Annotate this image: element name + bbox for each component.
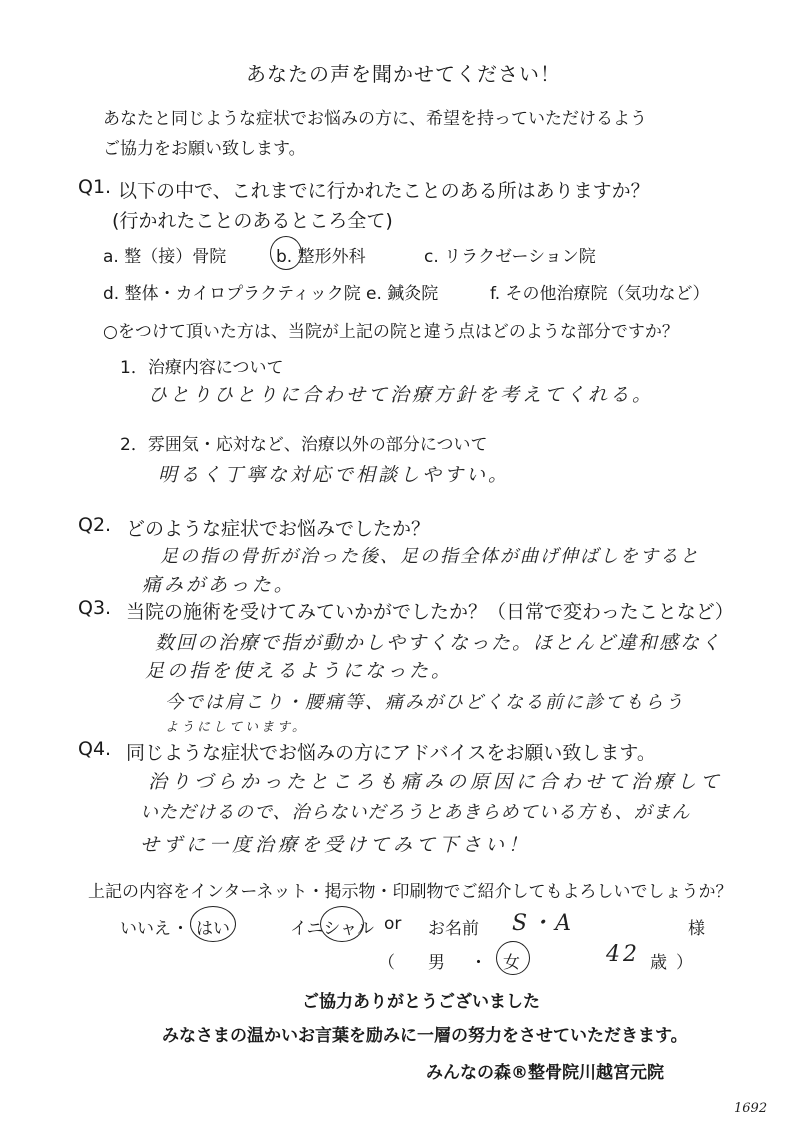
consent-yes-circle: [190, 906, 236, 942]
q4-label: Q4.: [78, 738, 112, 760]
q4-question: 同じような症状でお悩みの方にアドバイスをお願い致します。: [126, 742, 656, 764]
consent-question: 上記の内容をインターネット・掲示物・印刷物でご紹介してもよろしいでしょうか？: [88, 882, 733, 902]
q1-sub2-label: 2．雰囲気・応対など、治療以外の部分について: [120, 435, 488, 455]
q4-answer-line-3: せずに一度治療を受けてみて下さい！: [140, 834, 532, 856]
consent-paren-open: （: [378, 953, 395, 973]
consent-honorific: 様: [688, 919, 705, 939]
q3-label: Q3.: [78, 597, 112, 619]
q1-sub1-label: 1．治療内容について: [120, 358, 284, 378]
q1-option-a: a. 整（接）骨院: [103, 247, 227, 267]
q1-option-c: c. リラクゼーション院: [424, 247, 596, 267]
q3-answer-line-4: ようにしています。: [165, 720, 308, 735]
clinic-name: みんなの森®整骨院川越宮元院: [426, 1063, 664, 1083]
consent-name-label: お名前: [428, 919, 479, 939]
q2-label: Q2.: [78, 514, 112, 536]
consent-initial: イニシャル: [290, 919, 374, 939]
thanks-text: ご協力ありがとうございました: [302, 992, 540, 1012]
q1-note: (行かれたことのあるところ全て): [112, 210, 393, 232]
consent-paren-close: ）: [676, 953, 693, 973]
q1-option-d: d. 整体・カイロプラクティック院: [103, 284, 361, 304]
consent-female: 女: [503, 953, 520, 973]
consent-no: いいえ: [120, 919, 171, 939]
q2-question: どのような症状でお悩みでしたか？: [126, 518, 431, 540]
consent-male: 男: [428, 953, 445, 973]
q1-option-e: e. 鍼灸院: [366, 284, 439, 304]
consent-age: 42: [606, 942, 640, 967]
q2-answer-line-1: 足の指の骨折が治った後、足の指全体が曲げ伸ばしをすると: [160, 546, 700, 567]
q1-option-b: b. 整形外科: [276, 247, 366, 267]
intro-line-1: あなたと同じような症状でお悩みの方に、希望を持っていただけるよう: [103, 109, 647, 129]
q3-answer-line-2: 足の指を使えるようになった。: [145, 660, 454, 682]
consent-separator: ・: [172, 919, 189, 939]
consent-yes: はい: [196, 919, 230, 939]
consent-separator-2: ・: [470, 953, 487, 973]
q1-option-f: f. その他治療院（気功など）: [490, 284, 710, 304]
q3-answer-line-1: 数回の治療で指が動かしやすくなった。ほとんど違和感なく: [155, 632, 723, 654]
consent-initial-circle: [320, 906, 364, 942]
page-number: 1692: [734, 1101, 768, 1116]
consent-age-unit: 歳: [650, 953, 667, 973]
consent-female-circle: [496, 941, 530, 975]
q4-answer-line-2: いただけるので、治らないだろうとあきらめている方も、がまん: [140, 802, 691, 823]
consent-name-value: S・A: [512, 911, 574, 936]
page-title: あなたの声を聞かせてください！: [246, 62, 561, 86]
q1-followup: ○をつけて頂いた方は、当院が上記の院と違う点はどのような部分ですか？: [103, 322, 679, 342]
q1-question: 以下の中で、これまでに行かれたことのある所はありますか？: [118, 180, 650, 202]
intro-line-2: ご協力をお願い致します。: [103, 139, 306, 159]
q1-option-b-circle: [270, 236, 302, 270]
q2-answer-line-2: 痛みがあった。: [142, 574, 296, 596]
closing-message: みなさまの温かいお言葉を励みに一層の努力をさせていただきます。: [162, 1026, 688, 1046]
q1-label: Q1.: [78, 176, 112, 198]
q1-sub1-answer: ひとりひとりに合わせて治療方針を考えてくれる。: [148, 384, 655, 406]
q3-question: 当院の施術を受けてみていかがでしたか？（日常で変わったことなど）: [126, 601, 734, 623]
q3-answer-line-3: 今では肩こり・腰痛等、痛みがひどくなる前に診てもらう: [165, 692, 685, 713]
consent-or: or: [384, 914, 402, 934]
q4-answer-line-1: 治りづらかったところも痛みの原因に合わせて治療して: [148, 771, 724, 793]
q1-sub2-answer: 明るく丁寧な対応で相談しやすい。: [158, 464, 511, 486]
